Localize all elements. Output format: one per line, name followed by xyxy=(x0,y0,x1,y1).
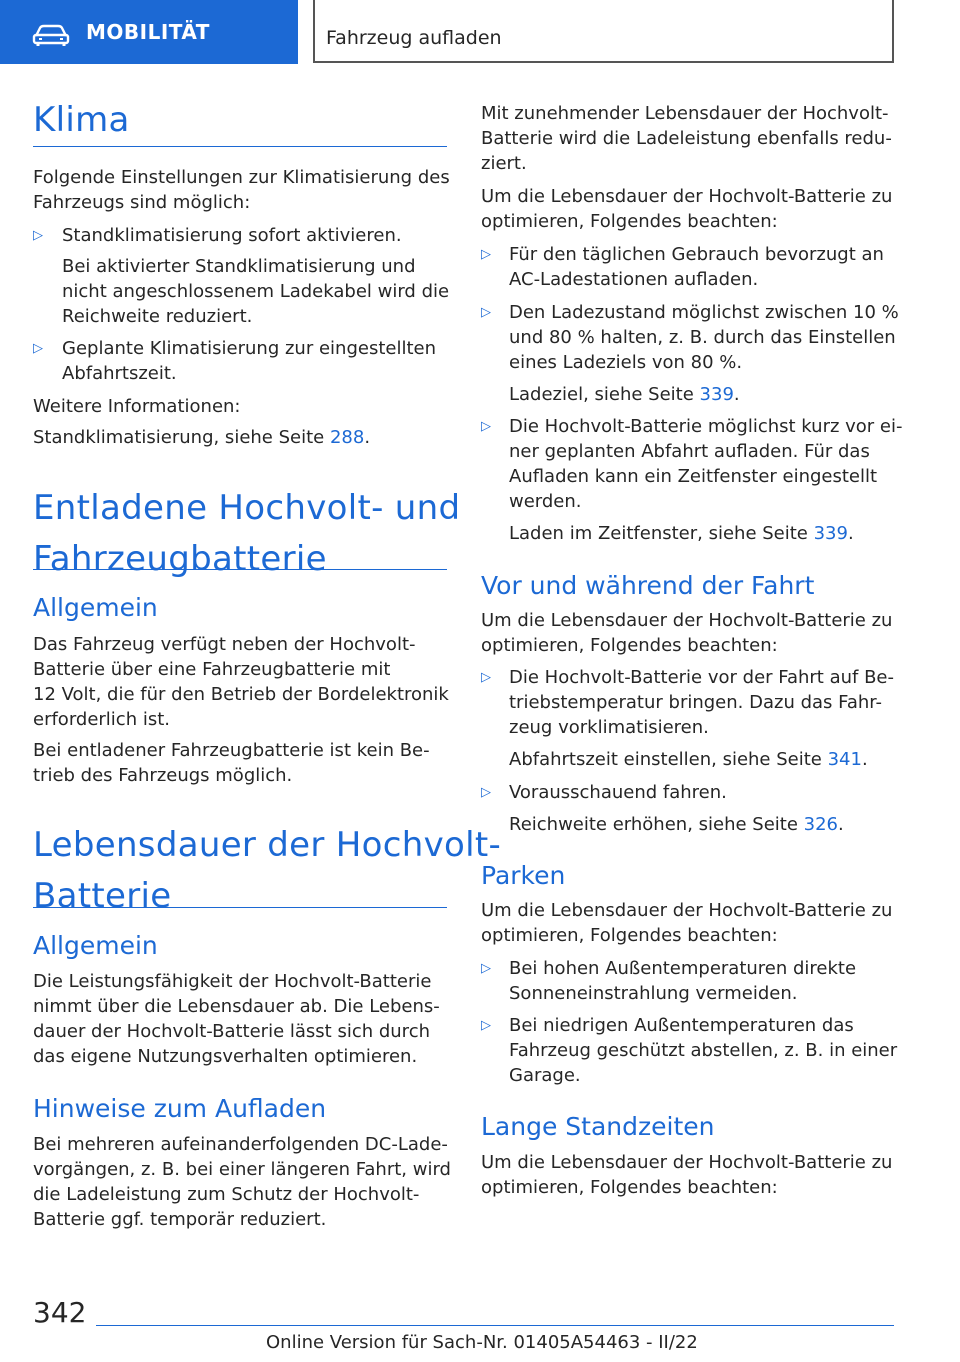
page-link[interactable]: 288 xyxy=(329,427,365,448)
list-item: Bei niedrigen Außentemperaturen das Fahrzeug geschützt abstellen, z. B. in einer Garage. xyxy=(509,1015,898,1086)
bullet-icon: ▷ xyxy=(481,419,491,434)
paragraph: Die Leistungsfähigkeit der Hochvolt-Batterie nimmt über die Lebensdauer ab. Die Lebens- dauer der Hochvolt-Batterie lässt sich durch das eigene Nutzungsverhalten optimieren. xyxy=(33,971,440,1067)
cross-reference: Ladeziel, siehe Seite 339. xyxy=(509,384,740,405)
page-number: 342 xyxy=(33,1296,87,1329)
heading-rule xyxy=(33,569,447,570)
paragraph: Um die Lebensdauer der Hochvolt-Batterie zu optimieren, Folgendes beachten: xyxy=(481,900,893,946)
bullet-icon: ▷ xyxy=(481,247,491,262)
bullet-icon: ▷ xyxy=(481,1018,491,1033)
section-label: MOBILITÄT xyxy=(86,20,210,44)
cross-reference: Laden im Zeitfenster, siehe Seite 339. xyxy=(509,523,854,544)
paragraph: Mit zunehmender Lebensdauer der Hochvolt- Batterie wird die Ladeleistung ebenfalls redu- ziert. xyxy=(481,103,892,174)
list-item: Die Hochvolt-Batterie vor der Fahrt auf Be- triebstemperatur bringen. Dazu das Fahr- zeug vorklimatisieren. xyxy=(509,667,894,738)
cross-reference: Reichweite erhöhen, siehe Seite 326. xyxy=(509,814,844,835)
page-title: Fahrzeug aufladen xyxy=(326,27,502,49)
subheading-standzeiten: Lange Standzeiten xyxy=(481,1112,715,1141)
bullet-icon: ▷ xyxy=(481,670,491,685)
footer-text: Online Version für Sach-Nr. 01405A54463 - II/22 xyxy=(266,1332,698,1353)
list-item: Standklimatisierung sofort aktivieren. xyxy=(62,225,402,246)
bullet-icon: ▷ xyxy=(481,785,491,800)
list-item: Geplante Klimatisierung zur eingestellten Abfahrtszeit. xyxy=(62,338,437,384)
subheading-parken: Parken xyxy=(481,861,566,890)
paragraph: Um die Lebensdauer der Hochvolt-Batterie zu optimieren, Folgendes beachten: xyxy=(481,1152,893,1198)
bullet-icon: ▷ xyxy=(33,228,43,243)
heading-rule xyxy=(33,907,447,908)
paragraph: Um die Lebensdauer der Hochvolt-Batterie zu optimieren, Folgendes beachten: xyxy=(481,610,893,656)
bullet-icon: ▷ xyxy=(481,305,491,320)
bullet-icon: ▷ xyxy=(481,961,491,976)
section-tab xyxy=(0,0,298,64)
klima-intro: Folgende Einstellungen zur Klimatisierung des Fahrzeugs sind möglich: xyxy=(33,167,450,213)
heading-rule xyxy=(33,146,447,147)
car-icon xyxy=(32,24,70,46)
list-item: Bei hohen Außentemperaturen direkte Sonneneinstrahlung vermeiden. xyxy=(509,958,857,1004)
heading-lebensdauer: Lebensdauer der Hochvolt- Batterie xyxy=(33,825,502,916)
list-item: Die Hochvolt-Batterie möglichst kurz vor ei- ner geplanten Abfahrt aufladen. Für das Aufladen kann ein Zeitfenster eingestellt werden. xyxy=(509,416,903,512)
subheading-allgemein: Allgemein xyxy=(33,931,158,960)
page-link[interactable]: 326 xyxy=(803,814,839,835)
footer-rule xyxy=(96,1325,894,1326)
paragraph: Das Fahrzeug verfügt neben der Hochvolt- Batterie über eine Fahrzeugbatterie mit 12 Volt, die für den Betrieb der Bordelektronik erforderlich ist. xyxy=(33,634,449,730)
list-item: Den Ladezustand möglichst zwischen 10 % und 80 % halten, z. B. durch das Einstellen eines Ladeziels von 80 %. xyxy=(509,302,899,373)
page-link[interactable]: 339 xyxy=(813,523,848,544)
page-link[interactable]: 339 xyxy=(699,384,734,405)
subheading-fahrt: Vor und während der Fahrt xyxy=(481,571,815,600)
paragraph: Um die Lebensdauer der Hochvolt-Batterie zu optimieren, Folgendes beachten: xyxy=(481,186,893,232)
page-link[interactable]: 341 xyxy=(827,749,862,770)
paragraph: Bei entladener Fahrzeugbatterie ist kein Be- trieb des Fahrzeugs möglich. xyxy=(33,740,430,786)
subheading-allgemein: Allgemein xyxy=(33,593,158,622)
list-item: Vorausschauend fahren. xyxy=(509,782,727,803)
more-info-label: Weitere Informationen: xyxy=(33,396,241,417)
list-item: Für den täglichen Gebrauch bevorzugt an AC-Ladestationen aufladen. xyxy=(509,244,884,290)
heading-klima: Klima xyxy=(33,100,130,140)
cross-reference: Abfahrtszeit einstellen, siehe Seite 341. xyxy=(509,749,868,770)
list-item-note: Bei aktivierter Standklimatisierung und nicht angeschlossenem Ladekabel wird die Reichweite reduziert. xyxy=(62,256,450,327)
paragraph: Bei mehreren aufeinanderfolgenden DC-Lade- vorgängen, z. B. bei einer längeren Fahrt, wird die Ladeleistung zum Schutz der Hochvolt- Batterie ggf. temporär reduziert. xyxy=(33,1134,451,1230)
heading-entladen: Entladene Hochvolt- und Fahrzeugbatterie xyxy=(33,488,461,579)
bullet-icon: ▷ xyxy=(33,341,43,356)
subheading-hinweise: Hinweise zum Aufladen xyxy=(33,1094,327,1123)
cross-reference: Standklimatisierung, siehe Seite 288. xyxy=(33,427,371,448)
